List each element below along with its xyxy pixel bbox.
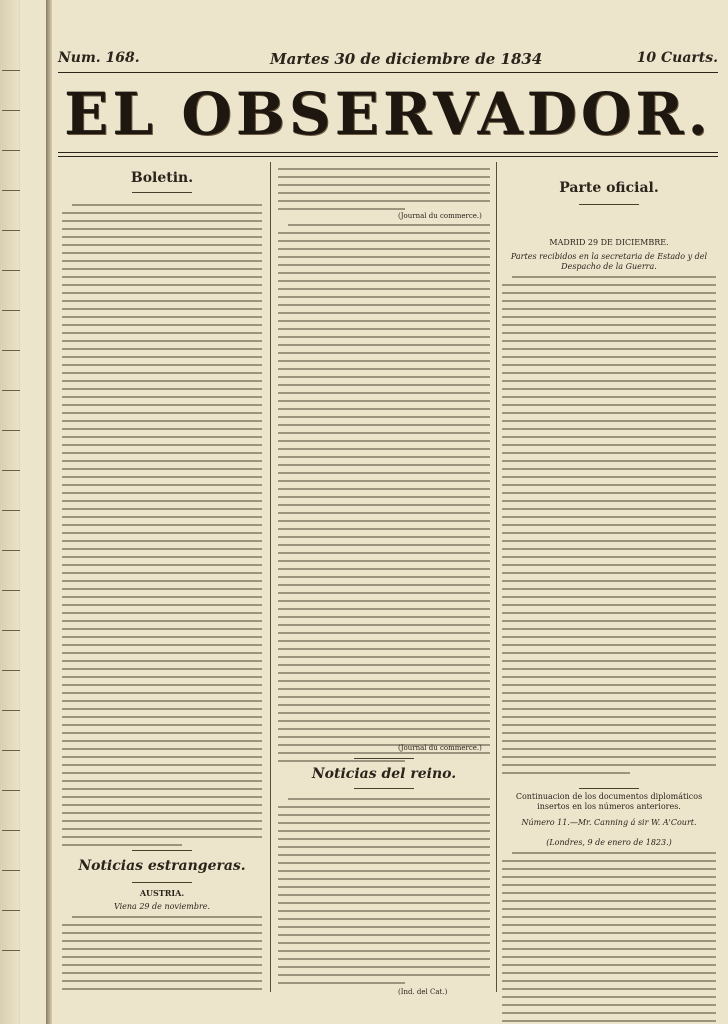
issue-number: Num. 168. xyxy=(58,50,140,66)
col2-text-mid xyxy=(278,224,490,768)
col2-signature-2: (Journal du commerce.) xyxy=(398,744,482,752)
newspaper-title: EL OBSERVADOR. xyxy=(64,80,712,148)
issue-date: Martes 30 de diciembre de 1834 xyxy=(270,50,543,68)
foreign-news-heading: Noticias estrangeras. xyxy=(78,858,246,874)
col2-signature-1: (Journal du commerce.) xyxy=(398,212,482,220)
boletin-text xyxy=(62,204,262,852)
boletin-heading: Boletin. xyxy=(130,170,194,186)
kingdom-news-text xyxy=(278,798,490,990)
masthead-rule-bottom-2 xyxy=(58,156,718,157)
doc-title: Número 11.—Mr. Canning á sir W. A'Court. xyxy=(521,818,697,827)
official-text xyxy=(502,276,716,780)
official-intro: Partes recibidos en la secretaria de Estado y del Despacho de la Guerra. xyxy=(510,252,708,271)
masthead-rule-bottom xyxy=(58,152,718,153)
austria-subheading: AUSTRIA. xyxy=(139,888,185,898)
madrid-dateline: MADRID 29 DE DICIEMBRE. xyxy=(549,238,669,247)
page-content xyxy=(58,0,718,1024)
doc-date: (Londres, 9 de enero de 1823.) xyxy=(546,838,672,847)
column-divider-1 xyxy=(270,162,271,992)
continuation-note: Continuacion de los documentos diplomáticos insertos en los números anteriores. xyxy=(515,792,703,811)
page-gutter xyxy=(46,0,52,1024)
official-heading: Parte oficial. xyxy=(559,180,659,196)
foreign-news-text xyxy=(62,916,262,996)
col2-signature-3: (Ind. del Cat.) xyxy=(398,988,448,996)
issue-price: 10 Cuarts. xyxy=(636,50,718,66)
vienna-dateline: Viena 29 de noviembre. xyxy=(113,902,211,911)
kingdom-news-heading: Noticias del reino. xyxy=(311,766,457,782)
doc-text xyxy=(502,852,716,1024)
masthead-rule-top xyxy=(58,72,718,73)
col2-text-top xyxy=(278,168,490,216)
masthead xyxy=(58,50,718,68)
newspaper-page xyxy=(20,0,728,1024)
column-divider-2 xyxy=(496,162,497,992)
